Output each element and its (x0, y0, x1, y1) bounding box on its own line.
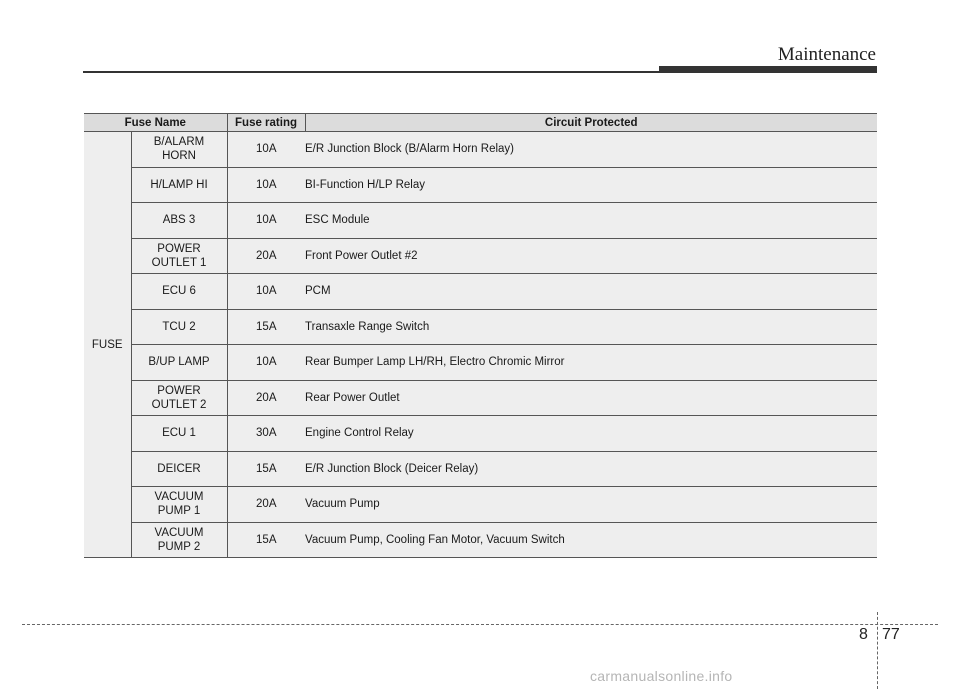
circuit-protected-cell: BI-Function H/LP Relay (305, 167, 877, 203)
page-header-title: Maintenance (777, 44, 876, 65)
circuit-protected-cell: E/R Junction Block (Deicer Relay) (305, 451, 877, 487)
fuse-table (84, 113, 877, 558)
header-rule (83, 71, 659, 73)
fuse-rating-cell: 20A (227, 487, 305, 523)
footer-divider (877, 612, 878, 689)
circuit-protected-cell: Rear Bumper Lamp LH/RH, Electro Chromic Mirror (305, 345, 877, 381)
fuse-name-cell: ABS 3 (131, 203, 227, 239)
circuit-protected-cell: Front Power Outlet #2 (305, 238, 877, 274)
footer-line (22, 624, 938, 625)
fuse-rating-cell: 10A (227, 132, 305, 168)
fuse-name-cell: ECU 1 (131, 416, 227, 452)
circuit-protected-cell: PCM (305, 274, 877, 310)
table-row (84, 238, 877, 274)
circuit-protected-cell: Vacuum Pump (305, 487, 877, 523)
fuse-rating-cell: 15A (227, 451, 305, 487)
fuse-rating-cell: 30A (227, 416, 305, 452)
header-fuse-name: Fuse Name (84, 114, 227, 132)
circuit-protected-cell: ESC Module (305, 203, 877, 239)
fuse-name-cell: B/ALARM HORN (131, 132, 227, 168)
fuse-table-body (84, 132, 877, 558)
header-bar (659, 66, 877, 73)
fuse-rating-cell: 10A (227, 203, 305, 239)
table-row (84, 274, 877, 310)
circuit-protected-cell: E/R Junction Block (B/Alarm Horn Relay) (305, 132, 877, 168)
circuit-protected-cell: Transaxle Range Switch (305, 309, 877, 345)
page-number: 77 (882, 626, 900, 643)
header-fuse-rating: Fuse rating (227, 114, 305, 132)
circuit-protected-cell: Engine Control Relay (305, 416, 877, 452)
fuse-rating-cell: 15A (227, 522, 305, 558)
fuse-group-label: FUSE (84, 132, 131, 558)
table-row (84, 416, 877, 452)
header-circuit-protected: Circuit Protected (305, 114, 877, 132)
table-row (84, 451, 877, 487)
table-header-row (84, 114, 877, 132)
fuse-name-cell: ECU 6 (131, 274, 227, 310)
table-row (84, 167, 877, 203)
fuse-rating-cell: 20A (227, 380, 305, 416)
fuse-rating-cell: 20A (227, 238, 305, 274)
table-row (84, 345, 877, 381)
fuse-name-cell: H/LAMP HI (131, 167, 227, 203)
table-row (84, 132, 877, 168)
table-row (84, 309, 877, 345)
chapter-number: 8 (859, 626, 868, 643)
table-row (84, 522, 877, 558)
fuse-rating-cell: 10A (227, 345, 305, 381)
table-row (84, 487, 877, 523)
table-row (84, 203, 877, 239)
fuse-name-cell: VACUUM PUMP 1 (131, 487, 227, 523)
fuse-name-cell: VACUUM PUMP 2 (131, 522, 227, 558)
fuse-name-cell: POWER OUTLET 1 (131, 238, 227, 274)
fuse-rating-cell: 15A (227, 309, 305, 345)
fuse-name-cell: POWER OUTLET 2 (131, 380, 227, 416)
circuit-protected-cell: Rear Power Outlet (305, 380, 877, 416)
fuse-name-cell: DEICER (131, 451, 227, 487)
table-row (84, 380, 877, 416)
fuse-rating-cell: 10A (227, 167, 305, 203)
watermark: carmanualsonline.info (590, 668, 733, 684)
fuse-rating-cell: 10A (227, 274, 305, 310)
fuse-name-cell: TCU 2 (131, 309, 227, 345)
circuit-protected-cell: Vacuum Pump, Cooling Fan Motor, Vacuum Switch (305, 522, 877, 558)
fuse-name-cell: B/UP LAMP (131, 345, 227, 381)
